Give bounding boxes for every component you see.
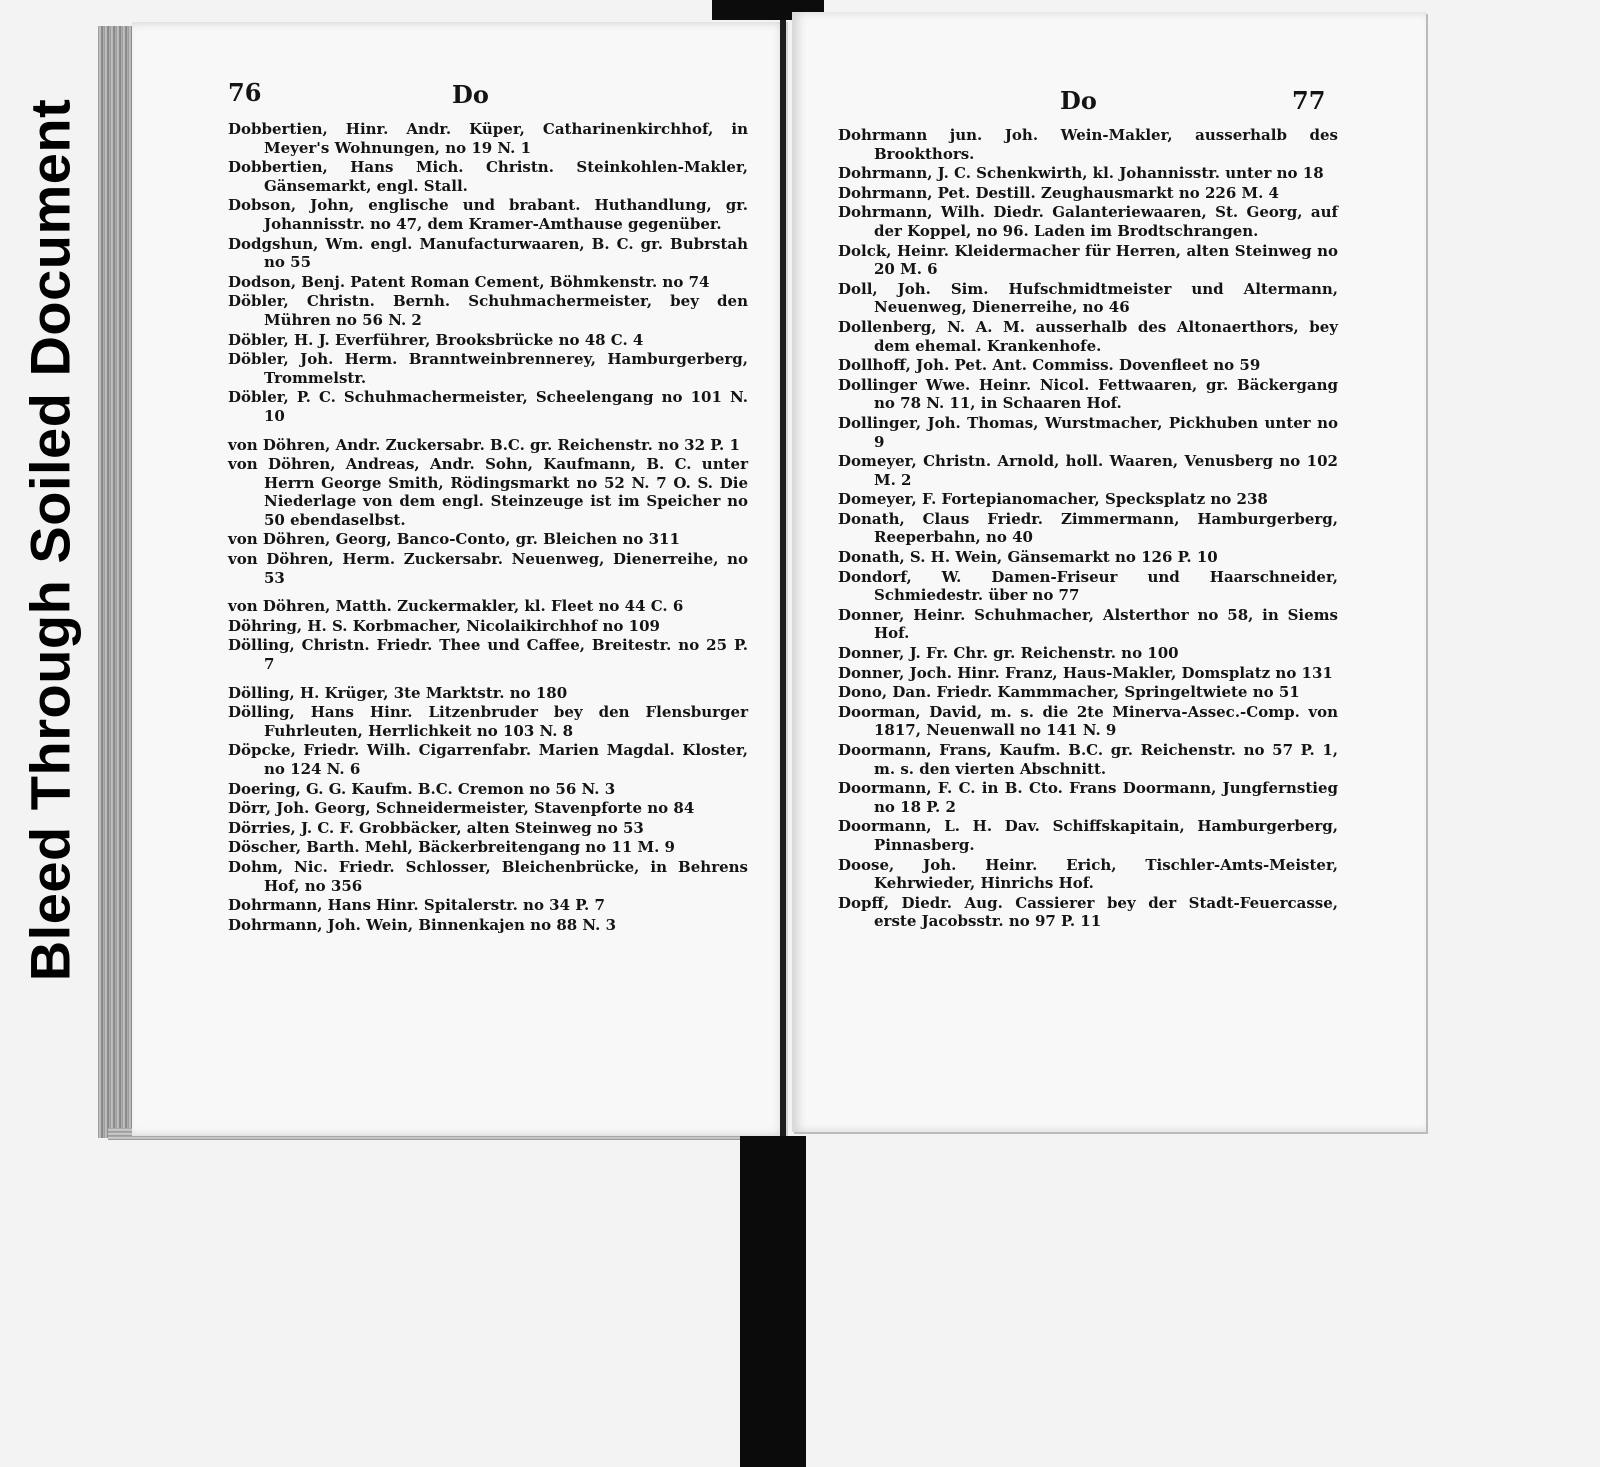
directory-entry: Dollinger, Joh. Thomas, Wurstmacher, Pickhuben unter no 9 — [838, 413, 1338, 451]
directory-entry: Dondorf, W. Damen-Friseur und Haarschneider, Schmiedestr. über no 77 — [838, 567, 1338, 605]
side-label — [0, 0, 100, 1080]
directory-entry: von Döhren, Matth. Zuckermakler, kl. Fleet no 44 C. 6 — [228, 597, 684, 616]
directory-entry: Dörries, J. C. F. Grobbäcker, alten Steinweg no 53 — [228, 818, 644, 837]
directory-entry: Dolck, Heinr. Kleidermacher für Herren, alten Steinweg no 20 M. 6 — [838, 241, 1338, 279]
directory-entry: Dohrmann, J. C. Schenkwirth, kl. Johannisstr. unter no 18 — [838, 164, 1324, 183]
binding-strip-bottom — [740, 1136, 806, 1467]
directory-entry: Dodson, Benj. Patent Roman Cement, Böhmkenstr. no 74 — [228, 272, 710, 291]
left-page-header: Do — [452, 80, 489, 109]
directory-entry: Döbler, Christn. Bernh. Schuhmachermeister, bey den Mühren no 56 N. 2 — [228, 292, 748, 329]
directory-entry: Dobbertien, Hans Mich. Christn. Steinkohlen-Makler, Gänsemarkt, engl. Stall. — [228, 158, 748, 195]
directory-entry: von Döhren, Andr. Zuckersabr. B.C. gr. Reichenstr. no 32 P. 1 — [228, 435, 740, 454]
directory-entry: Dollhoff, Joh. Pet. Ant. Commiss. Dovenfleet no 59 — [838, 356, 1261, 375]
directory-entry: von Döhren, Andreas, Andr. Sohn, Kaufmann, B. C. unter Herrn George Smith, Rödingsmarkt no 52 N. 7 O. S. Die Niederlage von dem engl. Steinzeuge ist im Speicher no 50 ebendaselbst. — [228, 455, 748, 529]
directory-entry: Döscher, Barth. Mehl, Bäckerbreitengang no 11 M. 9 — [228, 838, 675, 857]
directory-entry: Dohrmann, Pet. Destill. Zeughausmarkt no 226 M. 4 — [838, 183, 1279, 202]
right-page-header: Do — [1060, 86, 1097, 115]
book-gutter — [780, 20, 786, 1140]
directory-entry: Doormann, L. H. Dav. Schiffskapitain, Hamburgerberg, Pinnasberg. — [838, 817, 1338, 854]
directory-entry: Dohm, Nic. Friedr. Schlosser, Bleichenbrücke, in Behrens Hof, no 356 — [228, 857, 748, 895]
right-page-number: 77 — [1292, 86, 1326, 115]
directory-entry: von Döhren, Herm. Zuckersabr. Neuenweg, Dienerreihe, no 53 — [228, 550, 748, 587]
directory-entry: Döbler, P. C. Schuhmachermeister, Scheelengang no 101 N. 10 — [228, 388, 748, 425]
directory-entry: Dohrmann jun. Joh. Wein-Makler, ausserhalb des Brookthors. — [838, 126, 1338, 163]
directory-entry: Doll, Joh. Sim. Hufschmidtmeister und Altermann, Neuenweg, Dienerreihe, no 46 — [838, 279, 1338, 317]
directory-entry: Dölling, Christn. Friedr. Thee und Caffee, Breitestr. no 25 P. 7 — [228, 636, 748, 674]
directory-entry: Dölling, Hans Hinr. Litzenbruder bey den Flensburger Fuhrleuten, Herrlichkeit no 103 N. 8 — [228, 703, 748, 740]
directory-entry: Donner, Joch. Hinr. Franz, Haus-Makler, Domsplatz no 131 — [838, 663, 1333, 682]
directory-entry: Döhring, H. S. Korbmacher, Nicolaikirchhof no 109 — [228, 616, 660, 635]
directory-entry: von Döhren, Georg, Banco-Conto, gr. Bleichen no 311 — [228, 530, 680, 549]
directory-entry: Döpcke, Friedr. Wilh. Cigarrenfabr. Marien Magdal. Kloster, no 124 N. 6 — [228, 741, 748, 778]
directory-entry: Domeyer, Christn. Arnold, holl. Waaren, Venusberg no 102 M. 2 — [838, 452, 1338, 489]
left-page — [132, 22, 788, 1136]
directory-entry: Dohrmann, Hans Hinr. Spitalerstr. no 34 P. 7 — [228, 896, 605, 915]
directory-entry: Donath, Claus Friedr. Zimmermann, Hamburgerberg, Reeperbahn, no 40 — [838, 509, 1338, 547]
directory-entry: Dohrmann, Joh. Wein, Binnenkajen no 88 N. 3 — [228, 915, 617, 934]
left-entry-list — [228, 120, 748, 935]
directory-entry: Doormann, F. C. in B. Cto. Frans Doormann, Jungfernstieg no 18 P. 2 — [838, 779, 1338, 816]
right-page — [792, 12, 1426, 1132]
directory-entry: Döbler, Joh. Herm. Branntweinbrennerey, Hamburgerberg, Trommelstr. — [228, 350, 748, 387]
directory-entry: Dopff, Diedr. Aug. Cassierer bey der Stadt-Feuercasse, erste Jacobsstr. no 97 P. 11 — [838, 893, 1338, 931]
directory-entry: Doorman, David, m. s. die 2te Minerva-Assec.-Comp. von 1817, Neuenwall no 141 N. 9 — [838, 702, 1338, 740]
directory-entry: Dono, Dan. Friedr. Kammmacher, Springeltwiete no 51 — [838, 683, 1300, 702]
right-entry-list — [838, 126, 1338, 932]
directory-entry: Dollenberg, N. A. M. ausserhalb des Altonaerthors, bey dem ehemal. Krankenhofe. — [838, 317, 1338, 355]
directory-entry: Dölling, H. Krüger, 3te Marktstr. no 180 — [228, 683, 568, 702]
directory-entry: Dobbertien, Hinr. Andr. Küper, Catharinenkirchhof, in Meyer's Wohnungen, no 19 N. 1 — [228, 120, 748, 157]
directory-entry: Donner, J. Fr. Chr. gr. Reichenstr. no 100 — [838, 644, 1179, 663]
left-page-number: 76 — [228, 78, 262, 107]
directory-entry: Dohrmann, Wilh. Diedr. Galanteriewaaren, St. Georg, auf der Koppel, no 96. Laden im Brodtschrangen. — [838, 203, 1338, 240]
directory-entry: Domeyer, F. Fortepianomacher, Specksplatz no 238 — [838, 490, 1268, 509]
directory-entry: Dodgshun, Wm. engl. Manufacturwaaren, B. C. gr. Bubrstah no 55 — [228, 234, 748, 272]
side-label-text: Bleed Through Soiled Document — [18, 98, 82, 982]
directory-entry: Doering, G. G. Kaufm. B.C. Cremon no 56 N. 3 — [228, 779, 616, 798]
directory-entry: Döbler, H. J. Everführer, Brooksbrücke no 48 C. 4 — [228, 330, 644, 349]
directory-entry: Doormann, Frans, Kaufm. B.C. gr. Reichenstr. no 57 P. 1, m. s. den vierten Abschnitt. — [838, 741, 1338, 778]
directory-entry: Donner, Heinr. Schuhmacher, Alsterthor no 58, in Siems Hof. — [838, 605, 1338, 643]
directory-entry: Dobson, John, englische und brabant. Huthandlung, gr. Johannisstr. no 47, dem Kramer-Amthause gegenüber. — [228, 196, 748, 233]
directory-entry: Dörr, Joh. Georg, Schneidermeister, Stavenpforte no 84 — [228, 799, 695, 818]
directory-entry: Donath, S. H. Wein, Gänsemarkt no 126 P. 10 — [838, 548, 1218, 567]
directory-entry: Dollinger Wwe. Heinr. Nicol. Fettwaaren, gr. Bäckergang no 78 N. 11, in Schaaren Hof. — [838, 375, 1338, 413]
directory-entry: Doose, Joh. Heinr. Erich, Tischler-Amts-Meister, Kehrwieder, Hinrichs Hof. — [838, 855, 1338, 893]
